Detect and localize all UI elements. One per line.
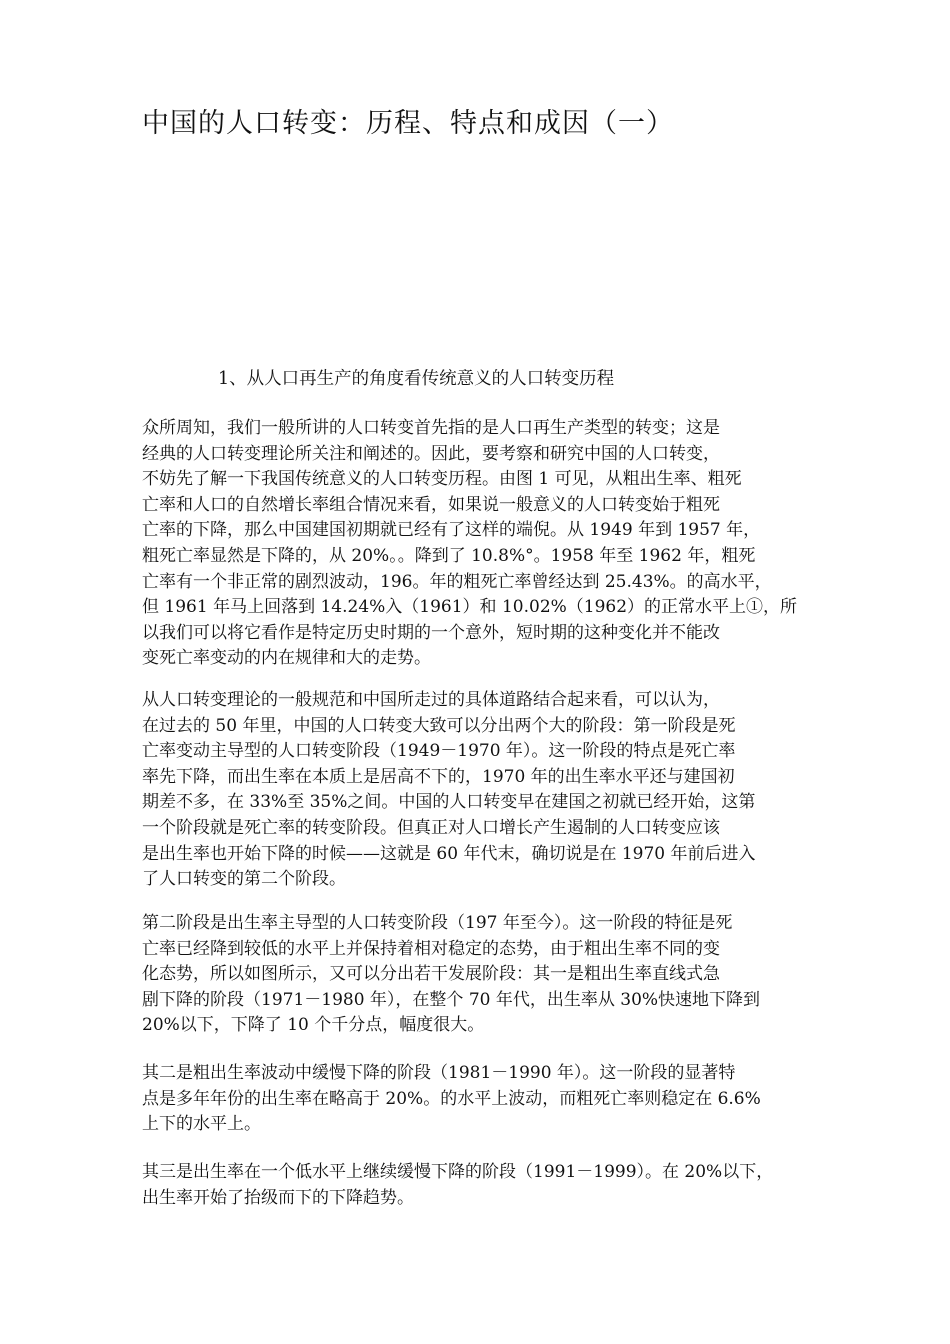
text-line: 了人口转变的第二个阶段。 (142, 869, 346, 890)
text-line: 是出生率也开始下降的时候——这就是 60 年代末，确切说是在 1970 年前后进入 (142, 843, 756, 864)
text-line: 出生率开始了抬级而下的下降趋势。 (142, 1187, 414, 1208)
text-line: 亡率有一个非正常的剧烈波动，196。年的粗死亡率曾经达到 25.43%。的高水平， (142, 571, 772, 592)
paragraph-2 (142, 688, 756, 893)
text-line: 粗死亡率显然是下降的，从 20%。。降到了 10.8%°。1958 年至 1962 年，粗死 (142, 545, 756, 566)
paragraph-4 (142, 1061, 761, 1138)
text-line: 不妨先了解一下我国传统意义的人口转变历程。由图 1 可见，从粗出生率、粗死 (142, 469, 742, 490)
text-line: 20%以下，下降了 10 个千分点，幅度很大。 (142, 1015, 485, 1036)
paragraph-3 (142, 911, 760, 1039)
text-line: 从人口转变理论的一般规范和中国所走过的具体道路结合起来看，可以认为， (142, 690, 720, 710)
text-line: 点是多年年份的出生率在略高于 20%。的水平上波动，而粗死亡率则稳定在 6.6% (142, 1088, 761, 1109)
text-line: 经典的人口转变理论所关注和阐述的。因此，要考察和研究中国的人口转变， (142, 443, 720, 464)
paragraph-5 (142, 1160, 773, 1211)
text-line: 其二是粗出生率波动中缓慢下降的阶段（1981－1990 年）。这一阶段的显著特 (142, 1063, 736, 1083)
text-line: 变死亡率变动的内在规律和大的走势。 (142, 648, 431, 669)
text-line: 期差不多，在 33%至 35%之间。中国的人口转变早在建国之初就已经开始，这第 (142, 792, 756, 813)
text-line: 一个阶段就是死亡率的转变阶段。但真正对人口增长产生遏制的人口转变应该 (142, 817, 720, 838)
text-line: 剧下降的阶段（1971－1980 年），在整个 70 年代，出生率从 30%快速地下降到 (142, 989, 761, 1010)
section-heading: 1、从人口再生产的角度看传统意义的人口转变历程 (218, 369, 615, 389)
text-line: 在过去的 50 年里，中国的人口转变大致可以分出两个大的阶段：第一阶段是死 (142, 715, 736, 736)
paragraph-1 (142, 416, 797, 672)
document-title: 中国的人口转变：历程、特点和成因（一） (142, 108, 674, 139)
text-line: 但 1961 年马上回落到 14.24%入（1961）和 10.02%（1962）的正常水平上①，所 (142, 597, 798, 618)
text-line: 亡率的下降，那么中国建国初期就已经有了这样的端倪。从 1949 年到 1957 年， (142, 520, 761, 541)
text-line: 亡率变动主导型的人口转变阶段（1949－1970 年）。这一阶段的特点是死亡率 (142, 741, 736, 762)
text-line: 众所周知，我们一般所讲的人口转变首先指的是人口再生产类型的转变；这是 (142, 418, 720, 438)
text-line: 以我们可以将它看作是特定历史时期的一个意外，短时期的这种变化并不能改 (142, 622, 720, 643)
text-line: 其三是出生率在一个低水平上继续缓慢下降的阶段（1991－1999）。在 20%以下， (142, 1162, 774, 1182)
text-line: 亡率和人口的自然增长率组合情况来看，如果说一般意义的人口转变始于粗死 (142, 494, 720, 515)
text-line: 亡率已经降到较低的水平上并保持着相对稳定的态势，由于粗出生率不同的变 (142, 938, 720, 959)
text-line: 上下的水平上。 (142, 1114, 261, 1135)
text-line: 第二阶段是出生率主导型的人口转变阶段（197 年至今）。这一阶段的特征是死 (142, 913, 733, 933)
text-line: 化态势，所以如图所示，又可以分出若干发展阶段：其一是粗出生率直线式急 (142, 964, 720, 985)
text-line: 率先下降，而出生率在本质上是居高不下的，1970 年的出生率水平还与建国初 (142, 766, 735, 787)
